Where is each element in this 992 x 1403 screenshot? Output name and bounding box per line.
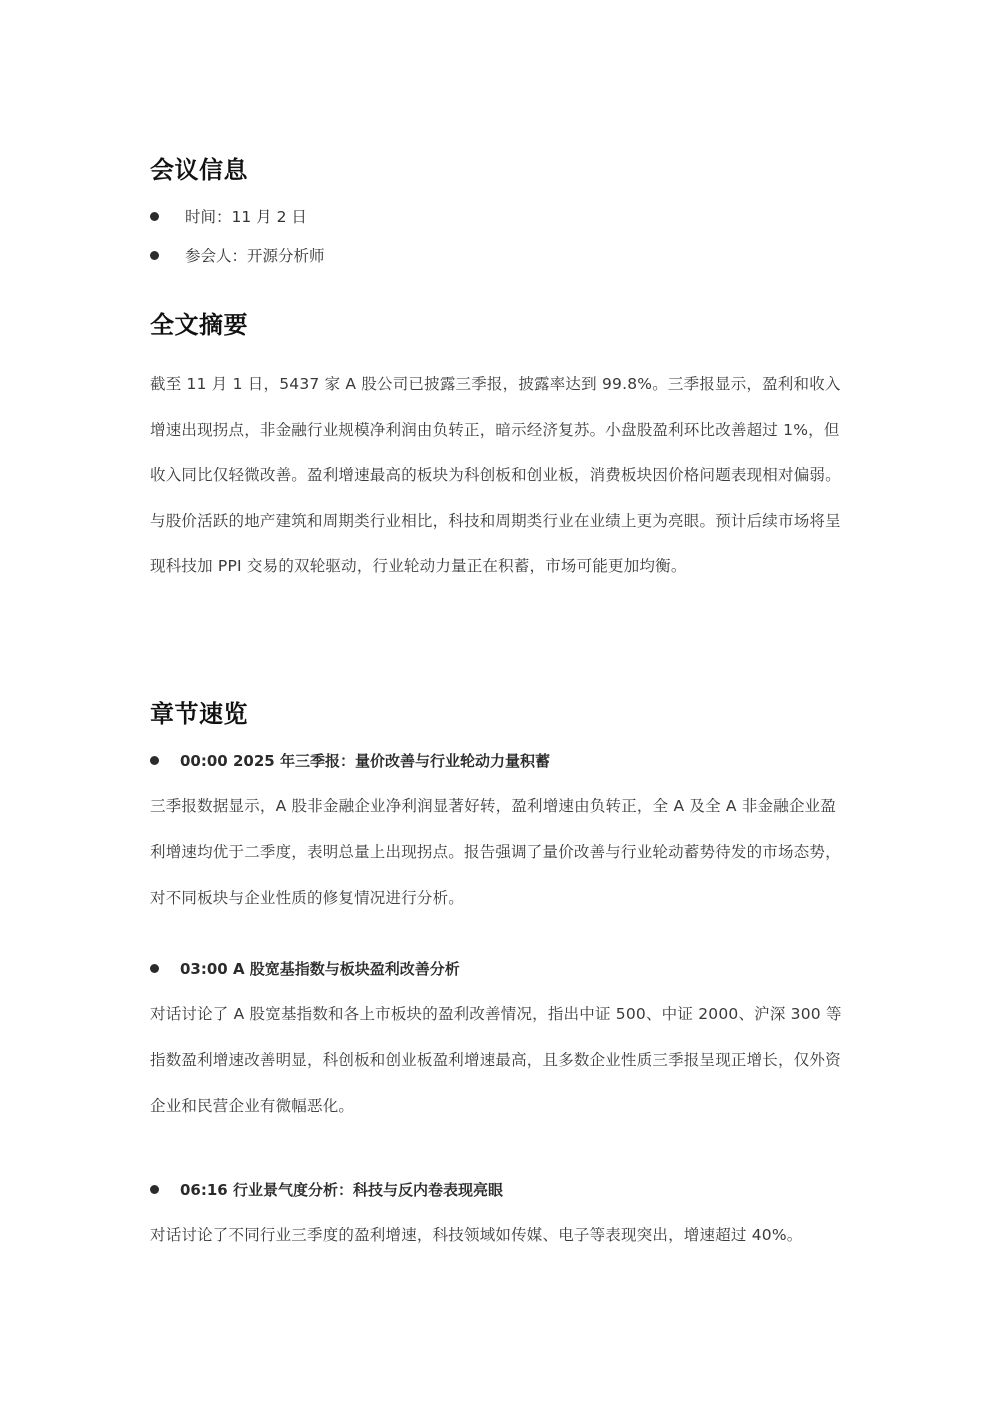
bullet-dot-icon [150, 251, 159, 260]
bullet-dot-icon [150, 964, 159, 973]
chapter-title: 06:16 行业景气度分析：科技与反内卷表现亮眼 [180, 1181, 503, 1199]
summary-heading: 全文摘要 [150, 311, 248, 339]
meeting-attendees-text: 参会人：开源分析师 [185, 247, 325, 265]
bullet-dot-icon [150, 756, 159, 765]
chapter-paragraph: 三季报数据显示，A 股非金融企业净利润显著好转，盈利增速由负转正，全 A 及全 A 非金融企业盈利增速均优于二季度，表明总量上出现拐点。报告强调了量价改善与行业轮动蓄势待发的市场态势，对不同板块与企业性质的修复情况进行分析。 [150, 797, 841, 907]
chapter-title: 00:00 2025 年三季报：量价改善与行业轮动力量积蓄 [180, 752, 550, 770]
summary-paragraph: 截至 11 月 1 日，5437 家 A 股公司已披露三季报，披露率达到 99.8%。三季报显示，盈利和收入增速出现拐点，非金融行业规模净利润由负转正，暗示经济复苏。小盘股盈利环比改善超过 1%，但收入同比仅轻微改善。盈利增速最高的板块为科创板和创业板，消费板块因价格问题表现相对偏弱。与股价活跃的地产建筑和周期类行业相比，科技和周期类行业在业绩上更为亮眼。预计后续市场将呈现科技加 PPI 交易的双轮驱动，行业轮动力量正在积蓄，市场可能更加均衡。 [150, 375, 841, 575]
chapter-item-title [150, 750, 550, 771]
bullet-dot-icon [150, 1185, 159, 1194]
chapter-item-title [150, 1179, 503, 1200]
meeting-time-text: 时间：11 月 2 日 [185, 208, 307, 226]
meeting-info-heading: 会议信息 [150, 156, 248, 184]
meeting-attendees-item [150, 244, 325, 266]
chapters-heading: 章节速览 [150, 700, 248, 728]
bullet-dot-icon [150, 212, 159, 221]
chapter-item-title [150, 958, 460, 979]
chapter-paragraph: 对话讨论了 A 股宽基指数和各上市板块的盈利改善情况，指出中证 500、中证 2000、沪深 300 等指数盈利增速改善明显，科创板和创业板盈利增速最高，且多数企业性质三季报呈现正增长，仅外资企业和民营企业有微幅恶化。 [150, 1005, 842, 1115]
meeting-time-item [150, 205, 307, 227]
chapter-title: 03:00 A 股宽基指数与板块盈利改善分析 [180, 960, 460, 978]
chapter-paragraph: 对话讨论了不同行业三季度的盈利增速，科技领域如传媒、电子等表现突出，增速超过 40%。 [150, 1226, 803, 1244]
